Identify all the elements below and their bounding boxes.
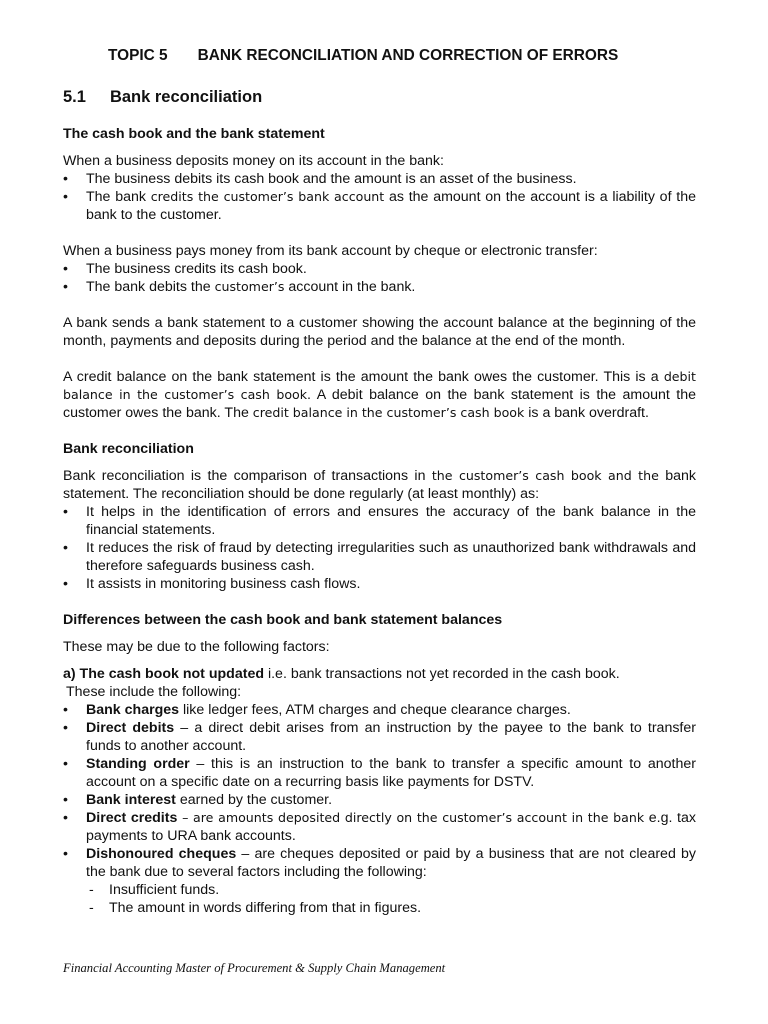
list-item: • Bank charges like ledger fees, ATM charges and cheque clearance charges. — [63, 701, 696, 719]
reconciliation-list — [63, 503, 696, 593]
list-item: • Bank interest earned by the customer. — [63, 791, 696, 809]
statement-paragraph: A bank sends a bank statement to a customer showing the account balance at the beginning of the month, payments and deposits during the period and the balance at the end of the month. — [63, 315, 696, 349]
list-item: • The business debits its cash book and the amount is an asset of the business. — [63, 170, 696, 188]
cashbook-heading: The cash book and the bank statement — [63, 126, 325, 142]
list-item: • Dishonoured cheques – are cheques deposited or paid by a business that are not cleared by the bank due to several factors including the following: — [63, 845, 696, 881]
factor-a-include: These include the following: — [66, 684, 242, 700]
list-item: • The bank credits the customer’s bank account as the amount on the account is a liability of the bank to the customer. — [63, 188, 696, 224]
section-heading — [63, 88, 262, 107]
deposit-intro: When a business deposits money on its account in the bank: — [63, 153, 444, 169]
list-item: - Insufficient funds. — [63, 881, 696, 899]
list-item: • Direct debits – a direct debit arises from an instruction by the payee to the bank to transfer funds to another account. — [63, 719, 696, 755]
list-item: • Direct credits – are amounts deposited directly on the customer’s account in the bank e.g. tax payments to URA bank accounts. — [63, 809, 696, 845]
pay-list — [63, 260, 696, 296]
differences-heading: Differences between the cash book and bank statement balances — [63, 612, 503, 628]
list-item: • The business credits its cash book. — [63, 260, 696, 278]
section-title: Bank reconciliation — [109, 88, 263, 106]
reconciliation-paragraph: Bank reconciliation is the comparison of transactions in the customer’s cash book and the bank statement. The reconciliation should be done regularly (at least monthly) as: — [63, 468, 696, 502]
credit-balance-paragraph: A credit balance on the bank statement is the amount the bank owes the customer. This is a debit balance in the customer’s cash book. A debit balance on the bank statement is the amount the customer owes the bank. The credit balance in the customer’s cash book is a bank overdraft. — [63, 369, 696, 421]
list-item: - The amount in words differing from that in figures. — [63, 899, 696, 917]
list-item: • The bank debits the customer’s account in the bank. — [63, 278, 696, 296]
differences-intro: These may be due to the following factors: — [63, 639, 330, 655]
section-number: 5.1 — [63, 88, 86, 106]
page-footer: Financial Accounting Master of Procurement & Supply Chain Management — [63, 961, 446, 975]
body-content — [63, 125, 696, 917]
pay-intro: When a business pays money from its bank account by cheque or electronic transfer: — [63, 243, 598, 259]
topic-title: BANK RECONCILIATION AND CORRECTION OF ERRORS — [197, 47, 619, 64]
dishonoured-reasons-list — [63, 881, 696, 917]
deposit-list — [63, 170, 696, 224]
list-item: • It helps in the identification of errors and ensures the accuracy of the bank balance in the financial statements. — [63, 503, 696, 539]
topic-number: TOPIC 5 — [108, 47, 168, 64]
list-item: • It assists in monitoring business cash flows. — [63, 575, 696, 593]
list-item: • It reduces the risk of fraud by detecting irregularities such as unauthorized bank withdrawals and therefore safeguards business cash. — [63, 539, 696, 575]
reconciliation-heading: Bank reconciliation — [63, 441, 194, 457]
topic-heading — [108, 47, 618, 65]
factor-a: a) The cash book not updated i.e. bank transactions not yet recorded in the cash book. — [63, 666, 620, 682]
list-item: • Standing order – this is an instruction to the bank to transfer a specific amount to another account on a specific date on a recurring basis like payments for DSTV. — [63, 755, 696, 791]
factor-a-list — [63, 701, 696, 881]
